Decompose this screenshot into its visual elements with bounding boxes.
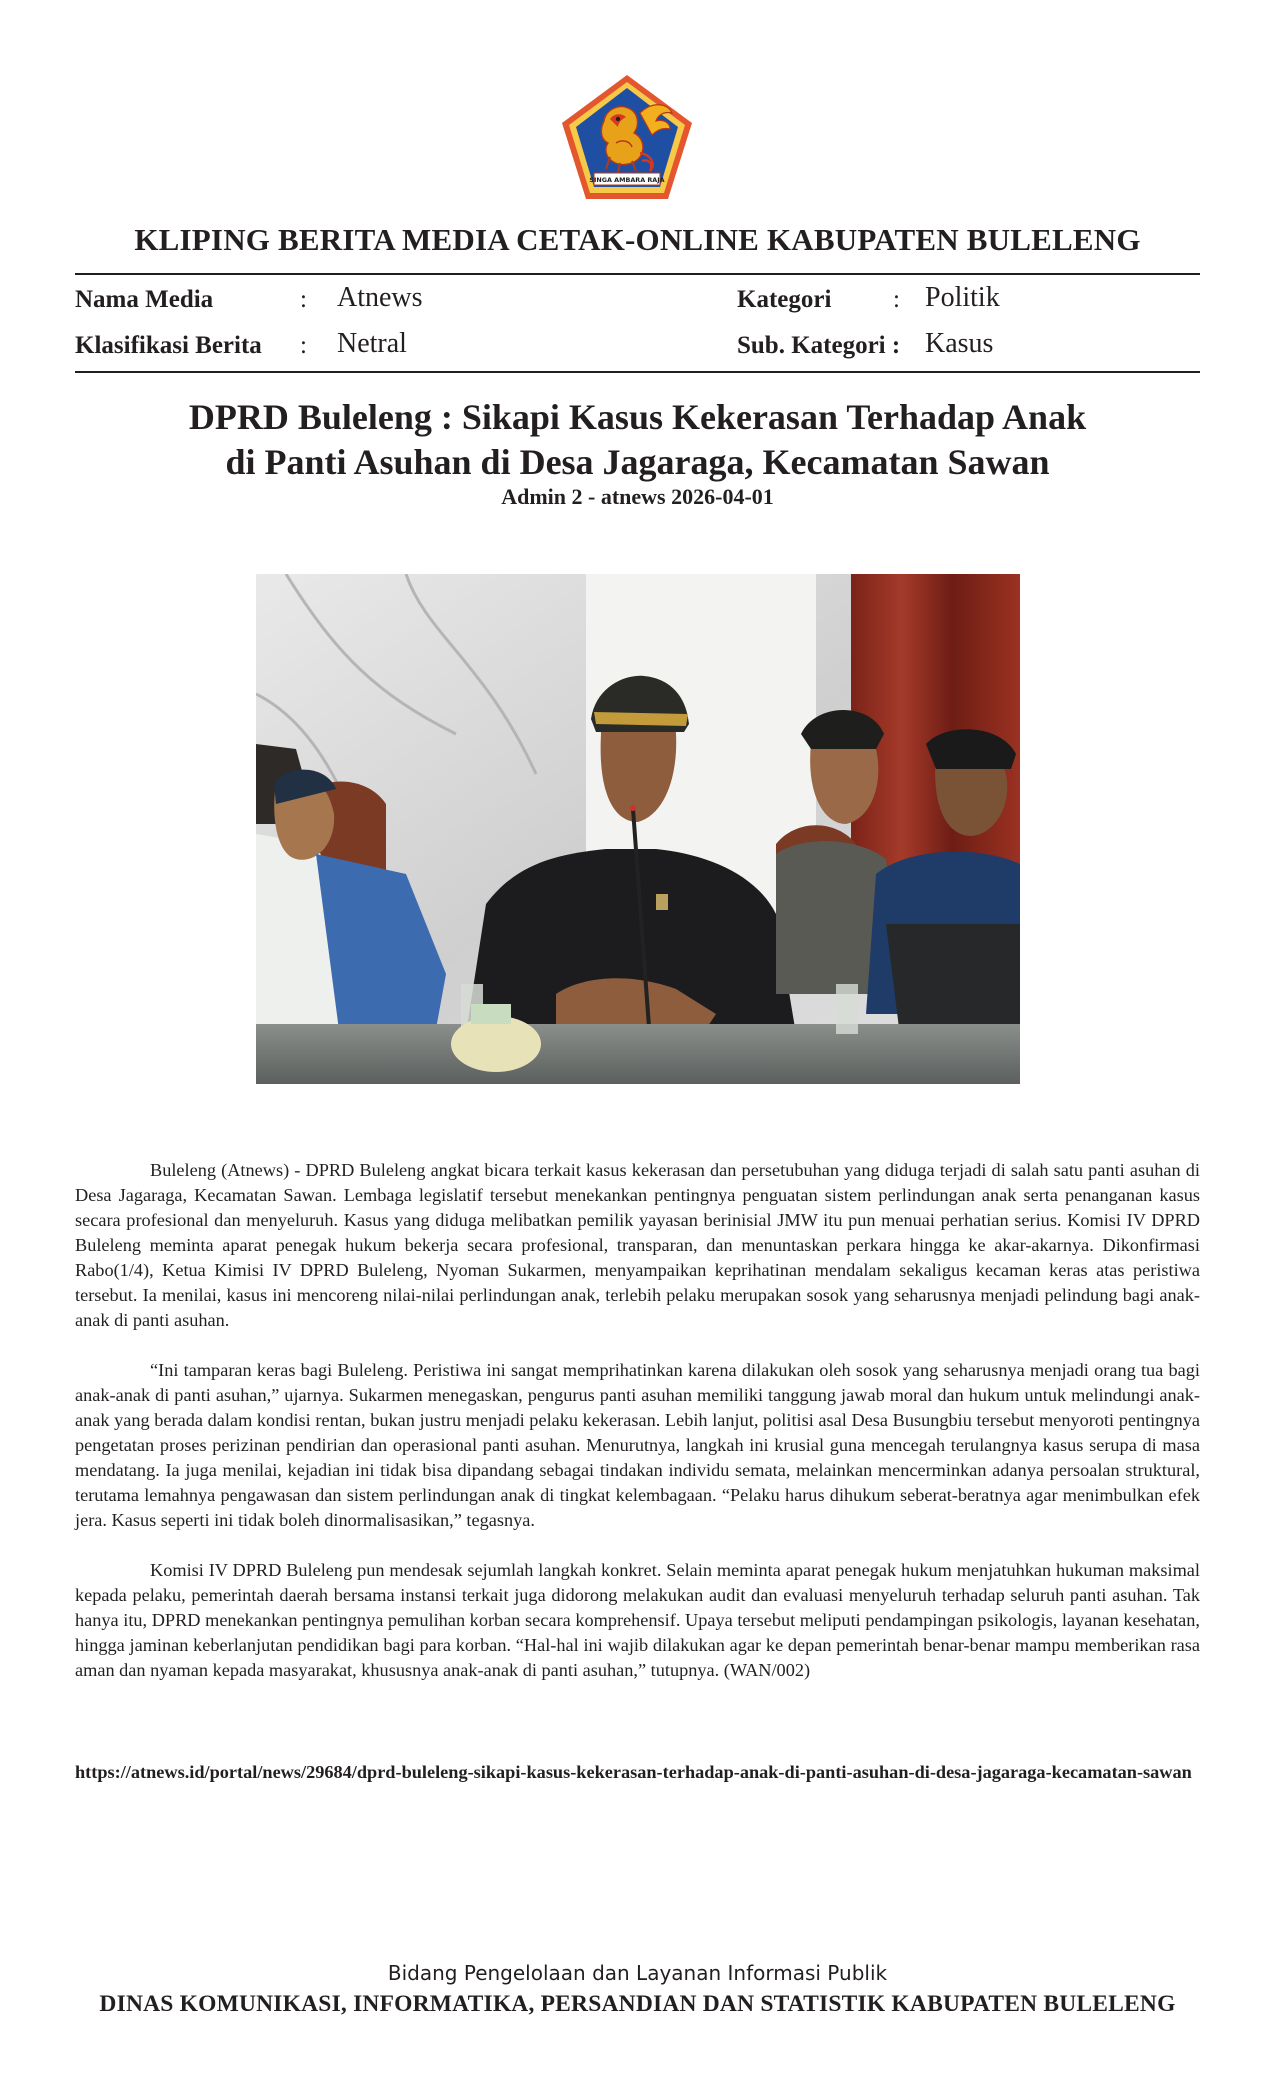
meta-row-klasifikasi bbox=[75, 326, 1200, 366]
article-paragraph: Buleleng (Atnews) - DPRD Buleleng angkat bicara terkait kasus kekerasan dan persetubuhan yang diduga terjadi di salah satu panti asuhan di Desa Jagaraga, Kecamatan Sawan. Lembaga legislatif tersebut menekankan pentingnya penguatan sistem perlindungan anak serta penanganan kasus secara profesional dan menyeluruh. Kasus yang diduga melibatkan pemilik yayasan berinisial JMW itu pun menuai perhatian serius. Komisi IV DPRD Buleleng meminta aparat penegak hukum bekerja secara profesional, transparan, dan menuntaskan perkara hingga ke akar-akarnya. Dikonfirmasi Rabo(1/4), Ketua Kimisi IV DPRD Buleleng, Nyoman Sukarmen, menyampaikan keprihatinan mendalam sekaligus kecaman keras atas peristiwa tersebut. Ia menilai, kasus ini mencoreng nilai-nilai perlindungan anak, terlebih pelaku merupakan sosok yang seharusnya menjadi pelindung bagi anak-anak di panti asuhan. bbox=[75, 1160, 1200, 1330]
svg-text:SINGA AMBARA RAJA: SINGA AMBARA RAJA bbox=[589, 176, 665, 184]
article-paragraph: Komisi IV DPRD Buleleng pun mendesak sejumlah langkah konkret. Selain meminta aparat penegak hukum menjatuhkan hukuman maksimal kepada pelaku, pemerintah daerah bersama instansi terkait juga didorong melakukan audit dan evaluasi menyeluruh terhadap seluruh panti asuhan. Tak hanya itu, DPRD menekankan pentingnya pemulihan korban secara komprehensif. Upaya tersebut meliputi pendampingan psikologis, layanan kesehatan, hingga jaminan keberlanjutan pendidikan bagi para korban. “Hal-hal ini wajib dilakukan agar ke depan pemerintah benar-benar mampu memberikan rasa aman dan nyaman kepada masyarakat, khususnya anak-anak di panti asuhan,” tutupnya. (WAN/002) bbox=[75, 1560, 1200, 1680]
footer-agency: DINAS KOMUNIKASI, INFORMATIKA, PERSANDIAN DAN STATISTIK KABUPATEN BULELENG bbox=[99, 1991, 1176, 2017]
kategori-value: Politik bbox=[925, 282, 1000, 313]
klasifikasi-label: Klasifikasi Berita bbox=[75, 332, 262, 359]
kategori-colon: : bbox=[893, 286, 900, 313]
article-photo bbox=[256, 574, 1020, 1084]
header-top-rule bbox=[75, 273, 1200, 275]
buleleng-regency-logo bbox=[560, 73, 694, 201]
klasifikasi-colon: : bbox=[300, 332, 307, 359]
article-byline: Admin 2 - atnews 2026-04-01 bbox=[501, 484, 774, 509]
meta-row-media bbox=[75, 280, 1200, 320]
source-url-link[interactable]: https://atnews.id/portal/news/29684/dprd-buleleng-sikapi-kasus-kekerasan-terhadap-anak-di-panti-asuhan-di-desa-jagaraga-kecamatan-sawan bbox=[75, 1762, 1192, 1782]
sub-kategori-label: Sub. Kategori : bbox=[737, 332, 901, 359]
footer-department: Bidang Pengelolaan dan Layanan Informasi Publik bbox=[387, 1961, 888, 1985]
nama-media-colon: : bbox=[300, 286, 307, 313]
klasifikasi-value: Netral bbox=[337, 328, 407, 359]
lion-emblem-icon bbox=[560, 73, 694, 201]
article-paragraph: “Ini tamparan keras bagi Buleleng. Peristiwa ini sangat memprihatinkan karena dilakukan oleh sosok yang seharusnya menjadi orang tua bagi anak-anak di panti asuhan,” ujarnya. Sukarmen menegaskan, pengurus panti asuhan memiliki tanggung jawab moral dan hukum untuk melindungi anak-anak yang berada dalam kondisi rentan, bukan justru menjadi pelaku kekerasan. Lebih lanjut, politisi asal Desa Busungbiu tersebut menyoroti pentingnya pengetatan proses perizinan pendirian dan operasional panti asuhan. Menurutnya, langkah ini krusial guna mencegah terulangnya kasus serupa di masa mendatang. Ia juga menilai, kejadian ini tidak bisa dipandang sebagai tindakan individu semata, melainkan mencerminkan adanya persoalan struktural, terutama lemahnya pengawasan dan sistem perlindungan anak di tingkat kelembagaan. “Pelaku harus dihukum seberat-beratnya agar menimbulkan efek jera. Kasus seperti ini tidak boleh dinormalisasikan,” tegasnya. bbox=[75, 1360, 1200, 1530]
kliping-title: KLIPING BERITA MEDIA CETAK-ONLINE KABUPATEN BULELENG bbox=[134, 222, 1141, 257]
article-headline-line2: di Panti Asuhan di Desa Jagaraga, Kecamatan Sawan bbox=[225, 442, 1050, 482]
article-headline-line1: DPRD Buleleng : Sikapi Kasus Kekerasan Terhadap Anak bbox=[188, 397, 1087, 437]
sub-kategori-value: Kasus bbox=[925, 328, 994, 359]
nama-media-label: Nama Media bbox=[75, 286, 214, 313]
kategori-label: Kategori bbox=[737, 286, 832, 313]
nama-media-value: Atnews bbox=[337, 282, 423, 313]
article-body bbox=[75, 1158, 1200, 1708]
header-bottom-rule bbox=[75, 371, 1200, 373]
